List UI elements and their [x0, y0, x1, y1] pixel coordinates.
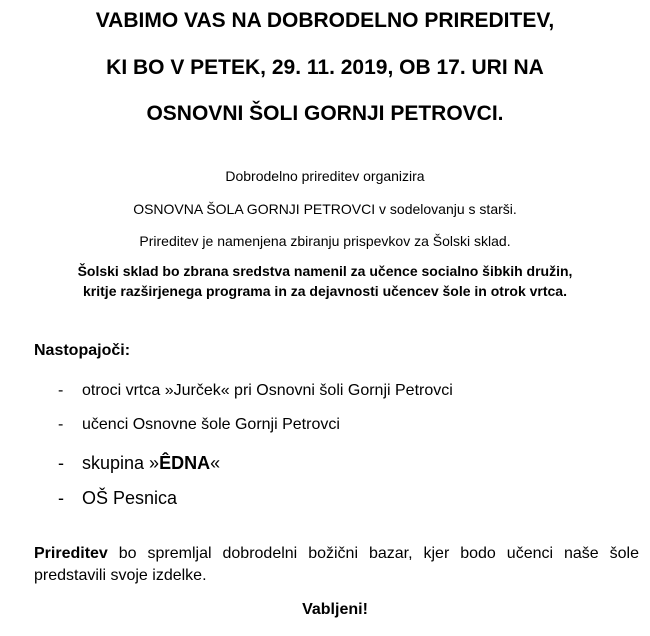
intro-purpose-line: Prireditev je namenjena zbiranju prispevkov za Šolski sklad. — [139, 233, 511, 249]
bazaar-line-1 — [34, 543, 639, 565]
performer-item — [58, 487, 177, 509]
list-bullet: - — [58, 488, 64, 508]
performer-item — [58, 452, 220, 474]
performer-text: učenci Osnovne šole Gornji Petrovci — [82, 416, 340, 433]
heading-line-2: KI BO V PETEK, 29. 11. 2019, OB 17. URI NA — [106, 56, 544, 79]
performers-label: Nastopajoči: — [34, 342, 131, 359]
intro-fund-line-1: Šolski sklad bo zbrana sredstva namenil za učence socialno šibkih družin, — [77, 263, 573, 279]
list-bullet: - — [58, 416, 64, 433]
performer-item — [58, 415, 340, 435]
performer-item — [58, 381, 453, 401]
performer-text: otroci vrtca »Jurček« pri Osnovni šoli Gornji Petrovci — [82, 382, 453, 399]
intro-school-line: OSNOVNA ŠOLA GORNJI PETROVCI v sodelovanju s starši. — [133, 201, 517, 217]
list-bullet: - — [58, 382, 64, 399]
list-bullet: - — [58, 453, 64, 473]
bazaar-paragraph — [34, 543, 639, 587]
intro-fund-line-2: kritje razširjenega programa in za dejavnosti učencev šole in otrok vrtca. — [83, 283, 567, 299]
bazaar-lead: Prireditev — [34, 545, 108, 562]
performer-text-suffix: « — [210, 453, 221, 473]
heading-line-1: VABIMO VAS NA DOBRODELNO PRIREDITEV, — [95, 9, 555, 32]
intro-organizer-line: Dobrodelno prireditev organizira — [225, 168, 425, 184]
closing-text: Vabljeni! — [302, 601, 368, 618]
heading-line-3: OSNOVNI ŠOLI GORNJI PETROVCI. — [146, 102, 504, 125]
bazaar-line-1-rest: bo spremljal dobrodelni božični bazar, kjer bodo učenci naše šole — [118, 545, 640, 562]
performer-text-bold: ÊDNA — [159, 453, 211, 473]
bazaar-line-2: predstavili svoje izdelke. — [34, 567, 207, 584]
performer-text: OŠ Pesnica — [82, 488, 178, 508]
performer-text-prefix: skupina » — [82, 453, 160, 473]
